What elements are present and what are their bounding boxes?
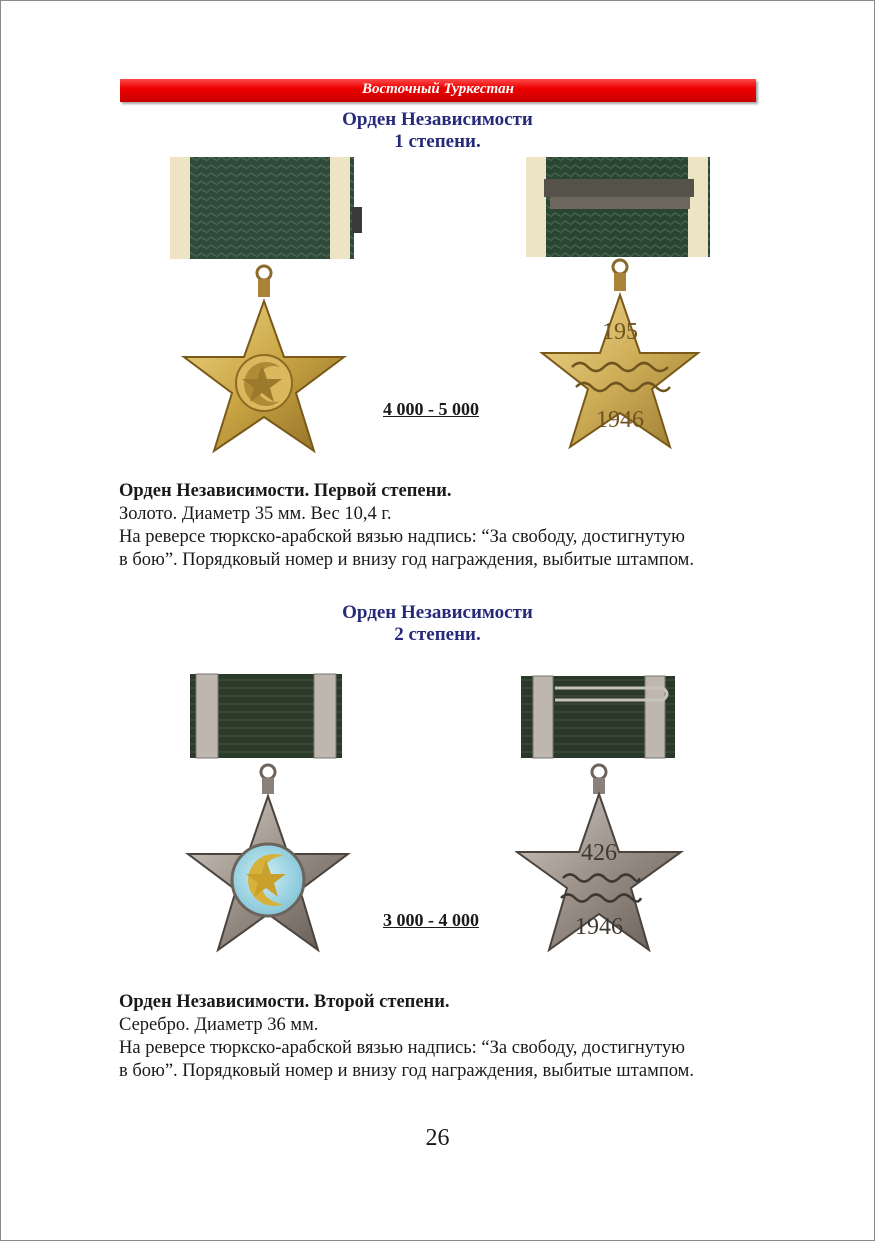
section2-desc-line3: в бою”. Порядковый номер и внизу год награждения, выбитые штампом. (119, 1061, 694, 1081)
section1-price: 4 000 - 5 000 (383, 399, 479, 419)
header-bar (120, 79, 756, 102)
silver-star-medal-obverse-icon (184, 660, 356, 955)
section1-title-line1: Орден Независимости (342, 109, 533, 130)
silver-reverse-number: 426 (581, 840, 617, 866)
section1-title (0, 109, 875, 153)
header-title: Восточный Туркестан (362, 81, 514, 97)
section1-desc-line2: На реверсе тюркско-арабской вязью надпись: “За свободу, достигнутую (119, 527, 685, 547)
section2-description (119, 991, 759, 1083)
section2-price: 3 000 - 4 000 (383, 910, 479, 930)
section1-title-line2: 1 степени. (394, 131, 481, 152)
section1-desc-name: Орден Независимости. Первой степени. (119, 481, 452, 501)
section2-title-line2: 2 степени. (394, 624, 481, 645)
gold-star-medal-reverse-icon (520, 155, 715, 455)
page-number: 26 (425, 1125, 450, 1151)
silver-star-medal-reverse-icon (515, 660, 695, 955)
section2-desc-line1: Серебро. Диаметр 36 мм. (119, 1015, 319, 1035)
section1-desc-line1: Золото. Диаметр 35 мм. Вес 10,4 г. (119, 504, 392, 524)
section2-desc-line2: На реверсе тюркско-арабской вязью надпись: “За свободу, достигнутую (119, 1038, 685, 1058)
gold-reverse-number: 195 (602, 319, 638, 345)
section2-title-line1: Орден Независимости (342, 602, 533, 623)
gold-star-medal-obverse-icon (166, 155, 366, 455)
section2-title (0, 602, 875, 646)
section2-desc-name: Орден Независимости. Второй степени. (119, 992, 450, 1012)
section1-desc-line3: в бою”. Порядковый номер и внизу год награждения, выбитые штампом. (119, 550, 694, 570)
silver-reverse-year: 1946 (575, 914, 623, 940)
section1-description (119, 480, 759, 572)
gold-reverse-year: 1946 (596, 407, 644, 433)
